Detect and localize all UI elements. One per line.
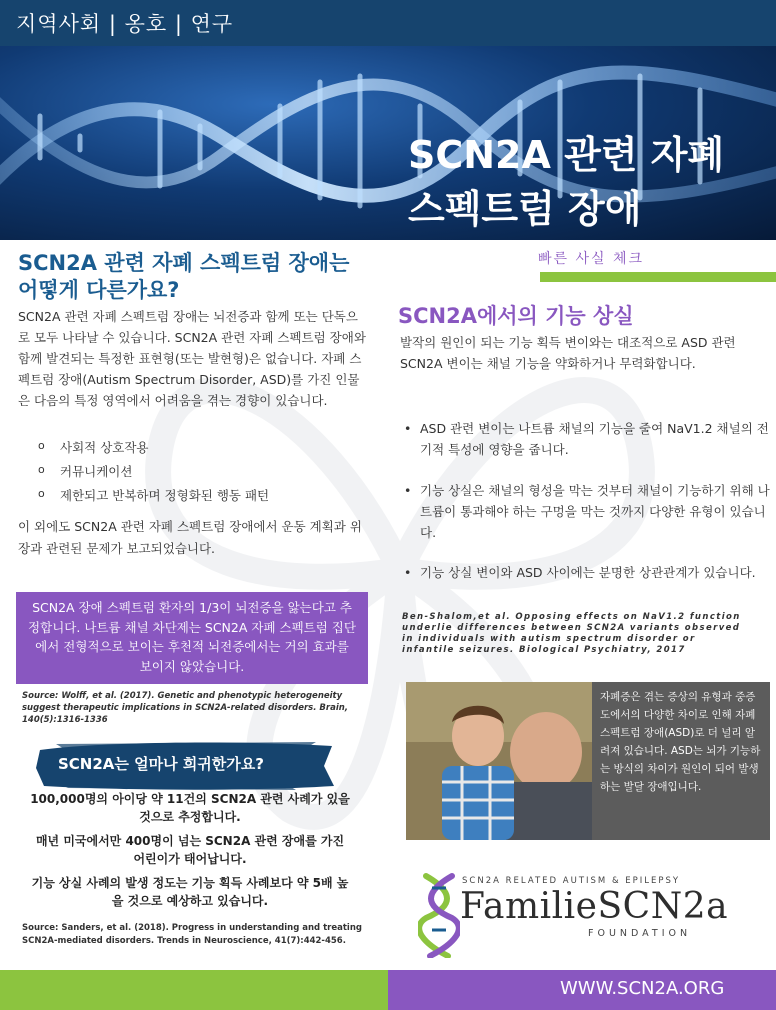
quick-facts-label: 빠른 사실 체크 <box>538 251 645 267</box>
left-body-paragraph-2: 이 외에도 SCN2A 관련 자폐 스펙트럼 장애에서 운동 계획과 위장과 관련된 문제가 보고되었습니다. <box>18 519 362 556</box>
list-item: o 커뮤니케이션 <box>38 460 358 484</box>
rarity-fact-2: 매년 미국에서만 400명이 넘는 SCN2A 관련 장애를 가진 어린이가 태어납니다. <box>35 834 345 866</box>
father-child-photo <box>406 682 592 840</box>
challenge-list <box>38 436 358 508</box>
source-citation-2: Source: Sanders, et al. (2018). Progress in understanding and treating SCN2A-mediated disorders. Trends in Neuroscience, 41(7):442-456. <box>22 923 362 946</box>
list-item: • 기능 상실 변이와 ASD 사이에는 분명한 상관관계가 있습니다. <box>404 562 770 583</box>
autism-definition-text: 자폐증은 겪는 증상의 유형과 중증도에서의 다양한 차이로 인해 자폐 스펙트럼 장애(ASD)로 더 널리 알려져 있습니다. ASD는 뇌가 기능하는 방식의 차이가 원인이 되어 발생하는 발달 장애입니다. <box>600 691 761 793</box>
logo-helix-icon <box>418 872 460 958</box>
epilepsy-callout-text: SCN2A 장애 스펙트럼 환자의 1/3이 뇌전증을 앓는다고 추정합니다. 나트륨 채널 차단제는 SCN2A 자폐 스펙트럼 집단에서 전형적으로 보이는 후천적 뇌전증에서는 거의 효과를 보이지 않았습니다. <box>28 600 356 674</box>
rarity-heading: SCN2A는 얼마나 희귀한가요? <box>58 755 264 773</box>
rarity-fact-1: 100,000명의 아이당 약 11건의 SCN2A 관련 사례가 있을 것으로 추정합니다. <box>30 792 350 824</box>
footer-website-link[interactable]: WWW.SCN2A.ORG <box>560 978 725 999</box>
right-intro-paragraph: 발작의 원인이 되는 기능 획득 변이와는 대조적으로 ASD 관련 SCN2A 변이는 채널 기능을 약화하거나 무력화합니다. <box>400 335 736 371</box>
photo-illustration <box>406 682 592 840</box>
left-body-paragraph: SCN2A 관련 자폐 스펙트럼 장애는 뇌전증과 함께 또는 단독으로 모두 나타날 수 있습니다. SCN2A 관련 자폐 스펙트럼 장애와 함께 발견되는 특정한 표현형(또는 발현형)은 없습니다. 자폐 스펙트럼 장애(Autism Spectrum Disorder, ASD)를 가진 인물은 다음의 특정 영역에서 어려움을 겪는 경향이 있습니다. <box>18 309 366 408</box>
rarity-fact-3: 기능 상실 사례의 발생 정도는 기능 획득 사례보다 약 5배 높을 것으로 예상하고 있습니다. <box>31 876 349 908</box>
hero-title-line1: SCN2A 관련 자폐 <box>408 133 725 177</box>
left-heading: SCN2A 관련 자폐 스펙트럼 장애는 어떻게 다른가요? <box>18 251 350 302</box>
hero-title-line2: 스펙트럼 장애 <box>408 187 642 231</box>
logo-wordmark: FamilieSCN2a <box>460 886 729 927</box>
list-item: • ASD 관련 변이는 나트륨 채널의 기능을 줄여 NaV1.2 채널의 전기적 특성에 영향을 줍니다. <box>404 418 770 460</box>
logo-foundation: FOUNDATION <box>588 928 692 939</box>
hero-title <box>408 128 724 236</box>
list-item: • 기능 상실은 채널의 형성을 막는 것부터 채널이 기능하기 위해 나트륨이 통과해야 하는 구멍을 막는 것까지 다양한 유형이 있습니다. <box>404 480 770 543</box>
list-item: o 사회적 상호작용 <box>38 436 358 460</box>
logo-subtitle: SCN2A RELATED AUTISM & EPILEPSY <box>462 876 681 886</box>
footer-green-band <box>0 970 388 1010</box>
source-citation-3: Ben-Shalom,et al. Opposing effects on NaV1.2 function underlie differences between SCN2A variants observed in individuals with autism spectrum disorder or infantile seizures. Biological Psychiatry, 2017 <box>402 612 741 655</box>
source-citation-1: Source: Wolff, et al. (2017). Genetic and phenotypic heterogeneity suggest therapeutic implications in SCN2A-related disorders. Brain, 140(5):1316-1336 <box>22 691 349 725</box>
list-item: o 제한되고 반복하며 정형화된 행동 패턴 <box>38 484 358 508</box>
tagline: 지역사회 | 옹호 | 연구 <box>16 12 234 36</box>
green-divider <box>540 272 776 282</box>
right-heading: SCN2A에서의 기능 상실 <box>398 304 634 328</box>
